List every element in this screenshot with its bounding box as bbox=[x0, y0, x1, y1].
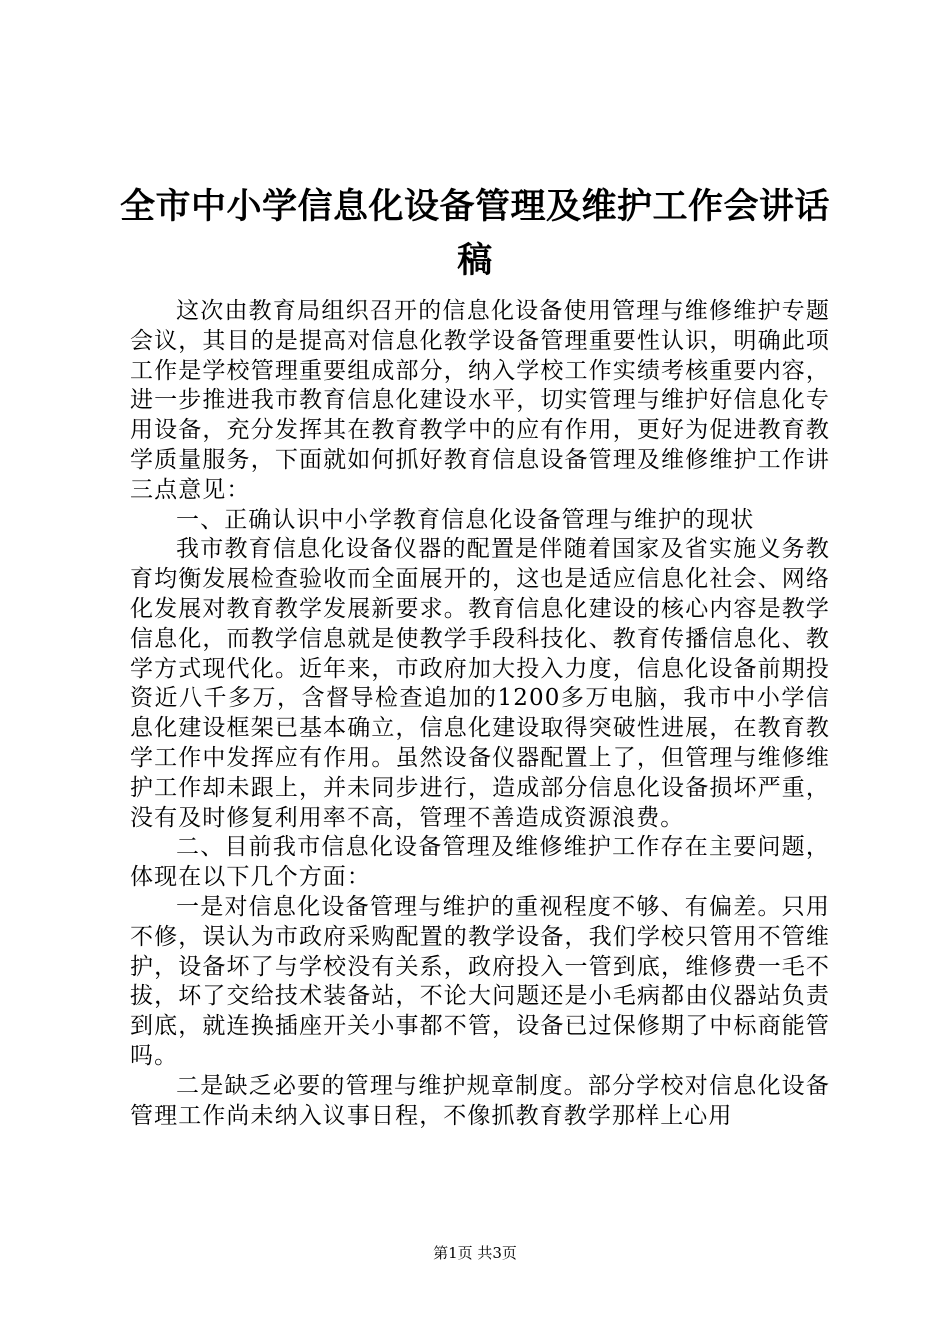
document-body bbox=[130, 297, 830, 1131]
paragraph-problem-2: 二是缺乏必要的管理与维护规章制度。部分学校对信息化设备管理工作尚未纳入议事日程，不像抓教育教学那样上心用 bbox=[130, 1072, 830, 1129]
paragraph-problem-1: 一是对信息化设备管理与维护的重视程度不够、有偏差。只用不修，误认为市政府采购配置的教学设备，我们学校只管用不管维护，设备坏了与学校没有关系，政府投入一管到底，维修费一毛不拔，坏了交给技术装备站，不论大问题还是小毛病都由仪器站负责到底，就连换插座开关小事都不管，设备已过保修期了中标商能管吗。 bbox=[130, 893, 830, 1069]
page-number-footer: 第1页 共3页 bbox=[433, 1244, 517, 1262]
section-heading-2: 二、目前我市信息化设备管理及维修维护工作存在主要问题，体现在以下几个方面： bbox=[130, 834, 830, 891]
document-title: 全市中小学信息化设备管理及维护工作会讲话稿 bbox=[119, 187, 830, 281]
section-heading-1: 一、正确认识中小学教育信息化设备管理与维护的现状 bbox=[176, 506, 755, 533]
paragraph-intro: 这次由教育局组织召开的信息化设备使用管理与维修维护专题会议，其目的是提高对信息化教学设备管理重要性认识，明确此项工作是学校管理重要组成部分，纳入学校工作实绩考核重要内容，进一步推进我市教育信息化建设水平，切实管理与维护好信息化专用设备，充分发挥其在教育教学中的应有作用，更好为促进教育教学质量服务，下面就如何抓好教育信息设备管理及维修维护工作讲三点意见： bbox=[130, 298, 830, 503]
paragraph-current-status: 我市教育信息化设备仪器的配置是伴随着国家及省实施义务教育均衡发展检查验收而全面展开的，这也是适应信息化社会、网络化发展对教育教学发展新要求。教育信息化建设的核心内容是教学信息化，而教学信息就是使教学手段科技化、教育传播信息化、教学方式现代化。近年来，市政府加大投入力度，信息化设备前期投资近八千多万，含督导检查追加的1200多万电脑，我市中小学信息化建设框架已基本确立，信息化建设取得突破性进展，在教育教学工作中发挥应有作用。虽然设备仪器配置上了，但管理与维修维护工作却未跟上，并未同步进行，造成部分信息化设备损坏严重，没有及时修复利用率不高，管理不善造成资源浪费。 bbox=[130, 536, 830, 831]
